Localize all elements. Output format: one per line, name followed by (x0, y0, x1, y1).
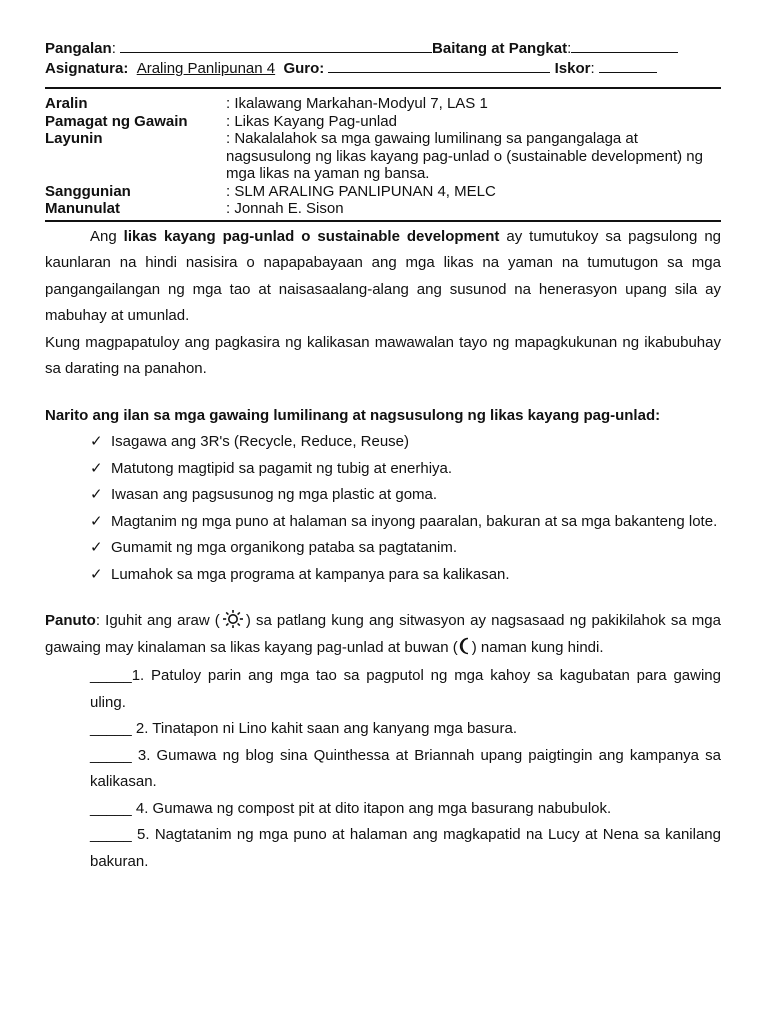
info-row: Aralin : Ikalawang Markahan-Modyul 7, LAS 1 (45, 95, 488, 112)
intro-paragraph: Ang likas kayang pag-unlad o sustainable development ay tumutukoy sa pagsulong ng kaunlaran na hindi nasisira o napapabayaan ang mga likas na yaman na tumutugon sa mga pangangailangan ng mga tao at naisasaalang-alang ang susunod na henerasyon upang sila ay mabuhay at umunlad. (45, 227, 722, 324)
header-row-2: Asignatura: Araling Panlipunan 4 Guro: Iskor: (45, 58, 721, 78)
key-term: likas kayang pag-unlad o sustainable development (123, 227, 500, 245)
list-item: ✓ Lumahok sa mga programa at kampanya para sa kalikasan. (90, 562, 721, 589)
check-icon: ✓ (90, 486, 103, 503)
question-item: _____ 5. Nagtatanim ng mga puno at halaman ang magkapatid na Lucy at Nena sa kanilang bakuran. (90, 826, 721, 870)
list-item: ✓ Matutong magtipid sa pagamit ng tubig at enerhiya. (90, 456, 721, 483)
panuto-instructions: Panuto: Iguhit ang araw ( ) sa patlang kung ang sitwasyon ay nagsasaad ng pakikilahok sa mga gawaing may kinalaman sa likas kayang pag-unlad at buwan ( ) naman kung hindi. (45, 608, 721, 661)
iskor-blank[interactable] (599, 58, 657, 73)
list-item: ✓ Gumamit ng mga organikong pataba sa pagtatanim. (90, 535, 721, 562)
pangalan-blank[interactable] (120, 38, 432, 53)
header-row-1: Pangalan: Baitang at Pangkat: (45, 38, 721, 58)
pangalan-label: Pangalan (45, 40, 112, 57)
list-item: ✓ Magtanim ng mga puno at halaman sa inyong paaralan, bakuran at sa mga bakanteng lote. (90, 509, 721, 536)
question-item: _____ 3. Gumawa ng blog sina Quinthessa at Briannah upang paigtingin ang kampanya sa kalikasan. (90, 746, 721, 790)
worksheet (45, 38, 721, 875)
info-divider (45, 220, 721, 222)
check-icon: ✓ (90, 512, 103, 530)
question-item: _____ 4. Gumawa ng compost pit at dito itapon ang mga basurang nabubulok. (90, 799, 612, 817)
baitang-blank[interactable] (571, 38, 678, 53)
sun-icon (220, 609, 246, 629)
info-row: Layunin : Nakalalahok sa mga gawaing lumilinang sa pangangalaga at nagsusulong ng likas kayang pag-unlad o (sustainable development) ng mga likas na yaman ng bansa. (45, 130, 703, 182)
asignatura-label: Asignatura: (45, 60, 129, 77)
asignatura-value: Araling Panlipunan 4 (136, 60, 276, 77)
check-icon: ✓ (90, 433, 103, 450)
baitang-label: Baitang at Pangkat (432, 40, 568, 57)
info-row: Pamagat ng Gawain : Likas Kayang Pag-unlad (45, 112, 397, 130)
moon-icon (458, 637, 472, 655)
intro-paragraph-2: Kung magpapatuloy ang pagkasira ng kalikasan mawawalan tayo ng mapagkukunan ng ikabubuhay sa darating na panahon. (45, 333, 721, 377)
list-item: ✓ Isagawa ang 3R's (Recycle, Reduce, Reuse) (90, 429, 721, 456)
info-row: Manunulat : Jonnah E. Sison (45, 200, 344, 217)
activities-heading: Narito ang ilan sa mga gawaing lumilinang at nagsusulong ng likas kayang pag-unlad: (45, 406, 661, 424)
question-item: _____ 2. Tinatapon ni Lino kahit saan ang kanyang mga basura. (90, 720, 517, 737)
activities-list (45, 429, 721, 588)
guro-blank[interactable] (328, 58, 550, 73)
info-table (45, 95, 716, 218)
question-item: _____1. Patuloy parin ang mga tao sa pagputol ng mga kahoy sa kagubatan para gawing uling. (90, 667, 721, 711)
check-icon: ✓ (90, 539, 103, 556)
guro-label: Guro: (283, 60, 325, 77)
questions-list (45, 663, 721, 875)
info-row: Sanggunian : SLM ARALING PANLIPUNAN 4, MELC (45, 182, 496, 200)
list-item: ✓ Iwasan ang pagsusunog ng mga plastic at goma. (90, 482, 721, 509)
header-divider (45, 87, 721, 89)
check-icon: ✓ (90, 459, 103, 477)
check-icon: ✓ (90, 565, 103, 583)
panuto-label: Panuto (45, 612, 96, 629)
iskor-label: Iskor (554, 60, 591, 77)
